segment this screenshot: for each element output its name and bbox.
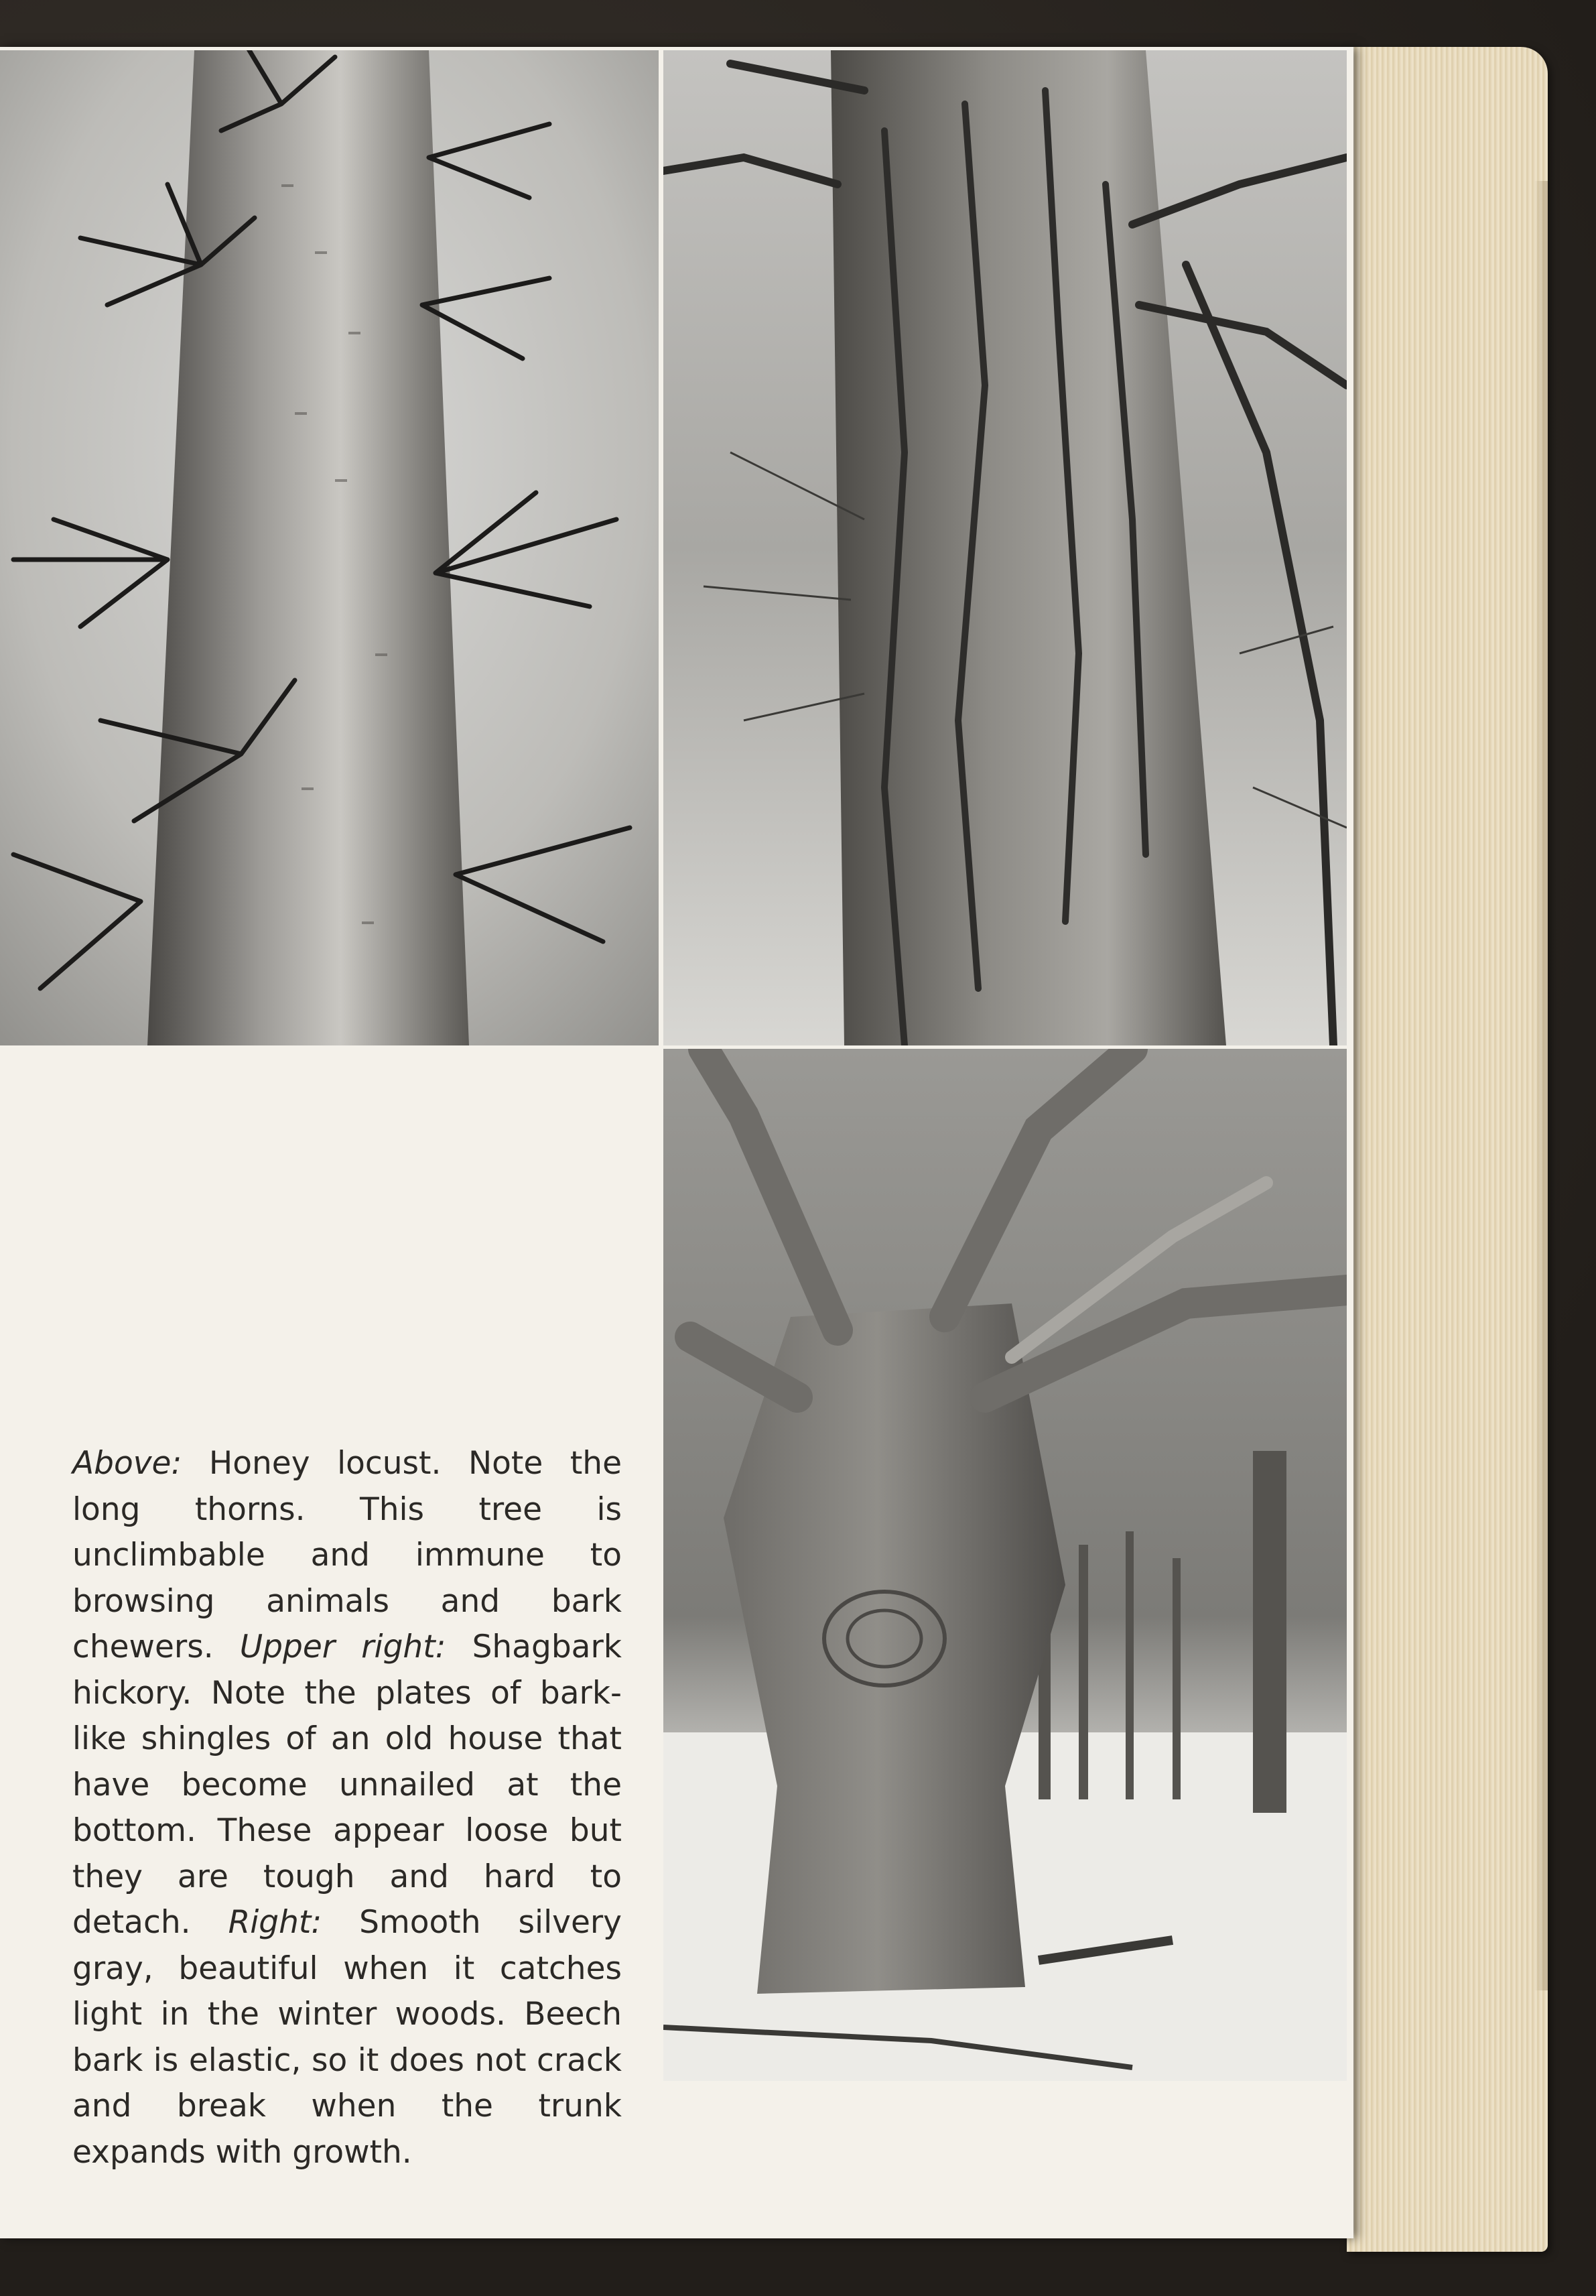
caption-label-above: Above: <box>72 1445 182 1482</box>
shagbark-hickory-photo <box>663 50 1347 1045</box>
beech-tree-photo <box>663 1049 1347 2081</box>
caption-text-upper-right: Shagbark hickory. Note the plates of bark-like shingles of an old house that have become unnailed at the bottom. These appear loose but they are tough and hard to detach. <box>72 1629 622 1941</box>
caption-label-right: Right: <box>228 1904 322 1941</box>
caption-text-above: Honey locust. Note the long thorns. This tree is unclimbable and immune to browsing animals and bark chewers. <box>72 1445 622 1665</box>
caption-label-upper-right: Upper right: <box>239 1629 446 1665</box>
honey-locust-photo <box>0 50 659 1045</box>
photo-caption <box>72 1441 622 2175</box>
caption-text-right: Smooth silvery gray, beautiful when it catches light in the winter woods. Beech bark is elastic, so it does not crack and break when the trunk expands with growth. <box>72 1904 622 2171</box>
book-page-edges <box>1347 47 1548 2252</box>
